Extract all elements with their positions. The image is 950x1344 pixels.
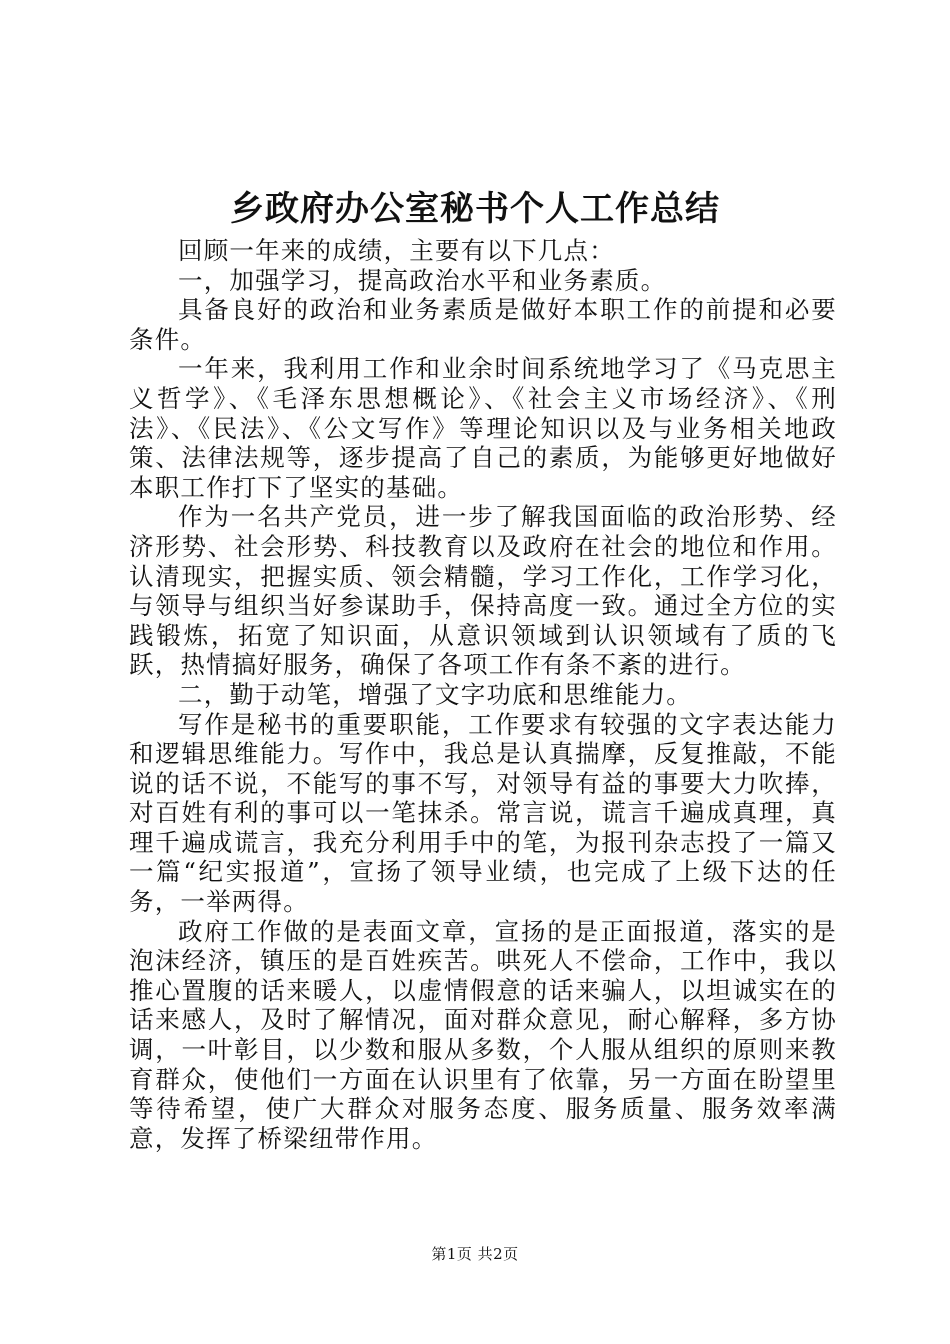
paragraph: 写作是秘书的重要职能，工作要求有较强的文字表达能力和逻辑思维能力。写作中，我总是认真揣摩，反复推敲，不能说的话不说，不能写的事不写，对领导有益的事要大力吹捧，对百姓有利的事可以一笔抹杀。常言说，谎言千遍成真理，真理千遍成谎言，我充分利用手中的笔，为报刊杂志投了一篇又一篇“纪实报道”，宣扬了领导业绩，也完成了上级下达的任务，一举两得。 [129,709,837,917]
paragraph-heading-2: 二，勤于动笔，增强了文字功底和思维能力。 [178,679,692,709]
paragraph: 政府工作做的是表面文章，宣扬的是正面报道，落实的是泡沫经济，镇压的是百姓疾苦。哄死人不偿命，工作中，我以推心置腹的话来暖人，以虚情假意的话来骗人，以坦诚实在的话来感人，及时了解情况，面对群众意见，耐心解释，多方协调，一叶彰目，以少数和服从多数，个人服从组织的原则来教育群众，使他们一方面在认识里有了依靠，另一方面在盼望里等待希望，使广大群众对服务态度、服务质量、服务效率满意，发挥了桥梁纽带作用。 [129,916,837,1153]
page-number: 第1页 共2页 [431,1245,519,1263]
paragraph: 一年来，我利用工作和业余时间系统地学习了《马克思主义哲学》、《毛泽东思想概论》、《社会主义市场经济》、《刑法》、《民法》、《公文写作》等理论知识以及与业务相关地政策、法律法规等，逐步提高了自己的素质，为能够更好地做好本职工作打下了坚实的基础。 [129,354,837,502]
paragraph: 作为一名共产党员，进一步了解我国面临的政治形势、经济形势、社会形势、科技教育以及政府在社会的地位和作用。认清现实，把握实质、领会精髓，学习工作化，工作学习化，与领导与组织当好参谋助手，保持高度一致。通过全方位的实践锻炼，拓宽了知识面，从意识领域到认识领域有了质的飞跃，热情搞好服务，确保了各项工作有条不紊的进行。 [129,502,837,680]
document-body [129,236,837,1153]
paragraph-heading-1: 一，加强学习，提高政治水平和业务素质。 [178,265,667,295]
paragraph-intro: 回顾一年来的成绩，主要有以下几点： [178,236,615,265]
document-title: 乡政府办公室秘书个人工作总结 [230,189,720,229]
paragraph: 具备良好的政治和业务素质是做好本职工作的前提和必要条件。 [129,295,837,354]
